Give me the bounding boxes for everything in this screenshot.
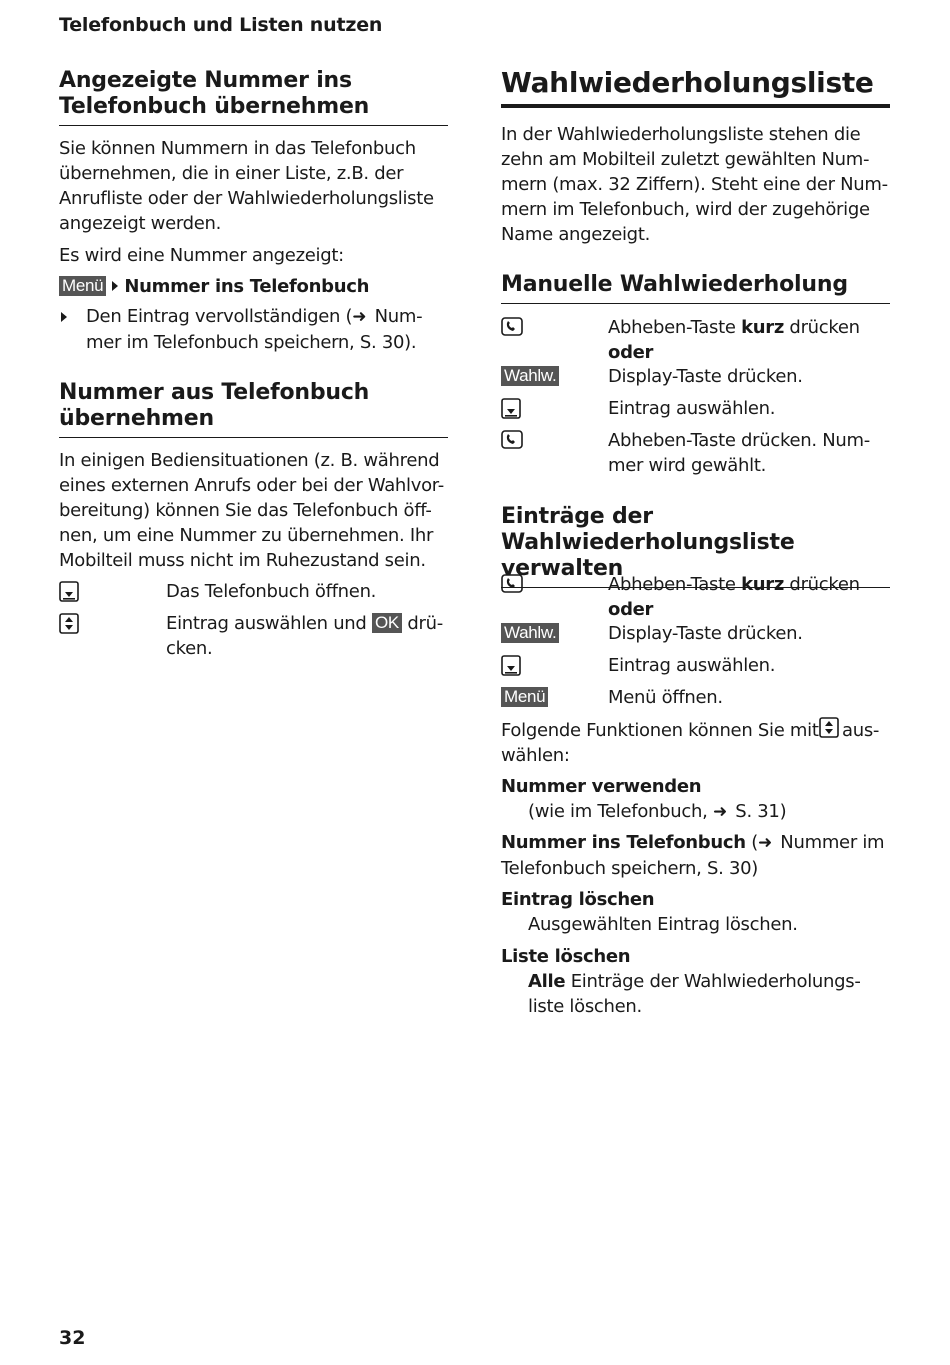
nav-down-icon: [59, 581, 79, 610]
phone-handset-icon: [501, 317, 523, 344]
function-item: Liste löschen Alle Einträge der Wahlwiederholungs- liste löschen.: [501, 946, 861, 1017]
bullet-item: Den Eintrag vervollständigen (➜ Num- mer im Telefonbuch speichern, S. 30).: [59, 304, 448, 355]
section-title-manuelle-wahlwiederholung: Manuelle Wahlwiederholung: [501, 272, 890, 304]
phone-handset-icon: [501, 430, 523, 457]
reference-arrow-icon: ➜: [757, 833, 772, 853]
menu-path: [59, 274, 448, 299]
bullet-triangle-icon: [61, 312, 67, 322]
section-title-nummer-aus-telefonbuch: Nummer aus Telefonbuch übernehmen: [59, 380, 448, 438]
path-arrow-icon: [112, 281, 118, 291]
nav-down-icon: [501, 398, 521, 427]
nav-down-icon: [501, 655, 521, 684]
reference-arrow-icon: ➜: [352, 307, 367, 327]
function-item: Eintrag löschen Ausgewählten Eintrag löschen.: [501, 889, 798, 935]
nav-up-down-icon: [59, 613, 79, 642]
wahlw-key: Wahlw.: [501, 366, 559, 386]
wahlw-key: Wahlw.: [501, 623, 559, 643]
nav-up-down-icon: [819, 717, 837, 737]
paragraph: Es wird eine Nummer angezeigt:: [59, 245, 344, 266]
paragraph: Folgende Funktionen können Sie mit aus- wählen:: [501, 717, 890, 768]
function-item: Nummer verwenden (wie im Telefonbuch, ➜ S. 31): [501, 774, 890, 825]
ok-key: OK: [372, 613, 402, 633]
title-line: Angezeigte Nummer ins: [59, 68, 352, 93]
reference-arrow-icon: ➜: [712, 802, 727, 822]
phone-handset-icon: [501, 574, 523, 601]
menu-item-label: Nummer ins Telefonbuch: [124, 276, 370, 297]
paragraph: In einigen Bediensituationen (z. B. während eines externen Anrufs oder bei der Wahlvor- bereitung) können Sie das Telefonbuch öff- nen, um eine Nummer zu übernehmen. Ihr Mobilteil muss nicht im Ruhezustand sein.: [59, 450, 444, 571]
section-title-eintraege-verwalten: Einträge der Wahlwiederholungsliste verwalten: [501, 504, 890, 588]
section-title-angezeigte-nummer: [59, 68, 448, 126]
paragraph: Sie können Nummern in das Telefonbuch übernehmen, die in einer Liste, z.B. der Anrufliste oder der Wahlwiederholungsliste angezeigt werden.: [59, 138, 434, 234]
menu-key: Menü: [59, 276, 106, 296]
page-number: 32: [59, 1327, 86, 1349]
function-item: Nummer ins Telefonbuch (➜ Nummer im Telefonbuch speichern, S. 30): [501, 832, 885, 879]
intro-paragraph: In der Wahlwiederholungsliste stehen die zehn am Mobilteil zuletzt gewählten Num- mern (max. 32 Ziffern). Steht eine der Num- mern im Telefonbuch, wird der zugehörige Name angezeigt.: [501, 124, 888, 245]
menu-key: Menü: [501, 687, 548, 707]
page-header: Telefonbuch und Listen nutzen: [59, 14, 383, 36]
title-line: Telefonbuch übernehmen: [59, 94, 370, 119]
main-title: Wahlwiederholungsliste: [501, 66, 890, 108]
